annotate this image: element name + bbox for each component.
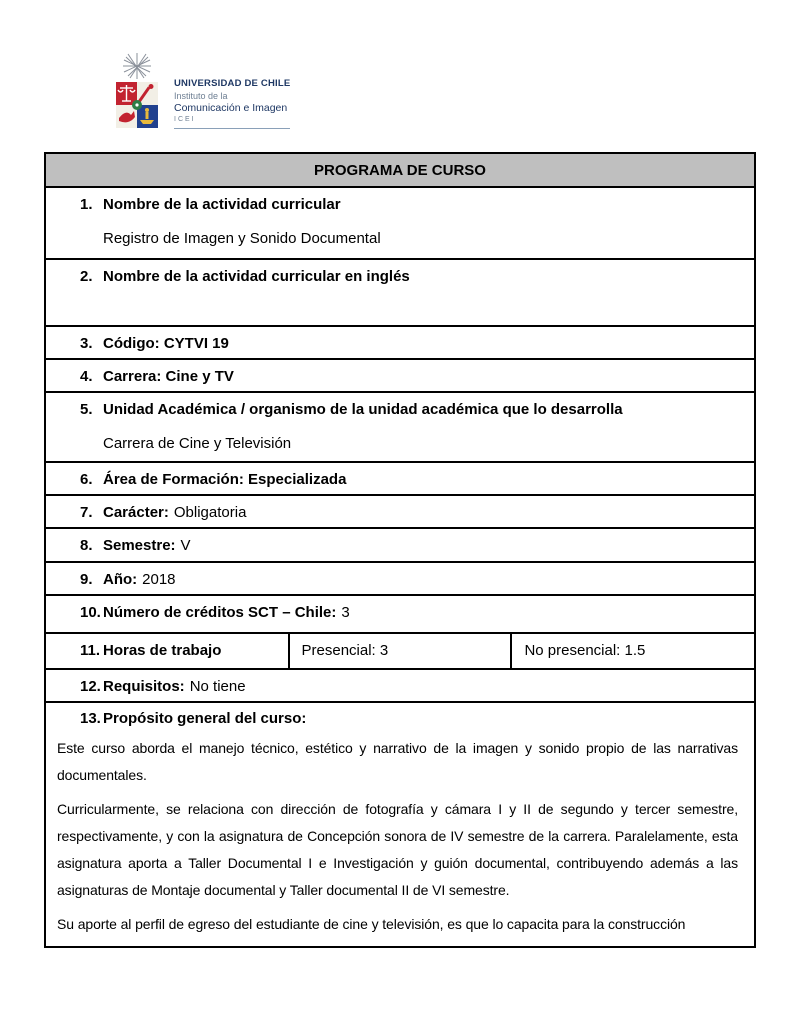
row-horas-trabajo xyxy=(45,633,755,669)
row-value: 3 xyxy=(341,604,350,621)
row-semestre xyxy=(45,528,755,562)
row-number: 7. xyxy=(80,504,93,521)
row-label: Número de créditos SCT – Chile: xyxy=(103,604,337,621)
row-label: Carrera: Cine y TV xyxy=(103,368,234,385)
logo-university-name: UNIVERSIDAD DE CHILE xyxy=(174,78,291,89)
hours-presencial-cell: Presencial: 3 xyxy=(289,633,512,669)
row-label: Horas de trabajo xyxy=(103,642,222,659)
hours-no-presencial-cell: No presencial: 1.5 xyxy=(511,633,755,669)
row-carrera xyxy=(45,359,755,392)
row-label: Carácter: xyxy=(103,504,169,521)
row-number: 4. xyxy=(80,368,93,385)
row-number: 1. xyxy=(80,196,93,213)
crest-shield xyxy=(116,82,158,128)
table-header-row xyxy=(45,153,755,187)
row-label: Nombre de la actividad curricular xyxy=(103,196,341,213)
row-label: Nombre de la actividad curricular en inglés xyxy=(103,268,410,285)
row-value: No tiene xyxy=(189,678,246,695)
row-value: Carrera de Cine y Televisión xyxy=(103,435,292,452)
row-number: 3. xyxy=(80,335,93,352)
row-value: Obligatoria xyxy=(173,504,247,521)
logo-institute-line2: Comunicación e Imagen xyxy=(174,102,288,114)
course-program-table xyxy=(44,152,756,948)
purpose-paragraph-3: Su aporte al perfil de egreso del estudiante de cine y televisión, es que lo capacita para la construcción xyxy=(57,916,686,932)
row-creditos xyxy=(45,595,755,633)
row-label: Área de Formación: Especializada xyxy=(103,471,347,488)
purpose-paragraph-2: Curricularmente, se relaciona con dirección de fotografía y cámara I y II de segundo y tercer semestre, respectivamente, y con la asignatura de Concepción sonora de IV semestre de la carrera. Paralelamente, esta asignatura aporta a Taller Documental I e Investigación y guión documental, contribuyendo además a las asignaturas de Montaje documental y Taller documental II de VI semestre. xyxy=(57,801,738,898)
university-logo xyxy=(110,52,290,132)
table-title: PROGRAMA DE CURSO xyxy=(45,153,755,187)
row-number: 8. xyxy=(80,537,93,554)
row-number: 11. xyxy=(80,642,101,659)
row-number: 6. xyxy=(80,471,93,488)
row-nombre-ingles xyxy=(45,259,755,326)
row-label: Requisitos: xyxy=(103,678,185,695)
row-number: 5. xyxy=(80,401,93,418)
row-anio xyxy=(45,562,755,595)
university-crest-icon xyxy=(110,52,164,132)
logo-institute-line1: Instituto de la xyxy=(174,91,228,101)
row-value: Registro de Imagen y Sonido Documental xyxy=(103,230,381,247)
row-value xyxy=(103,301,746,320)
row-label: Año: xyxy=(103,571,138,588)
row-caracter xyxy=(45,495,755,528)
row-number: 10. xyxy=(80,604,101,621)
row-nombre-curricular xyxy=(45,187,755,259)
row-value: V xyxy=(180,537,191,554)
row-label: Semestre: xyxy=(103,537,176,554)
row-label: Unidad Académica / organismo de la unidad académica que lo desarrolla xyxy=(103,401,623,418)
logo-text xyxy=(174,78,290,129)
logo-acronym: ICEI xyxy=(174,116,196,123)
row-codigo xyxy=(45,326,755,359)
row-requisitos xyxy=(45,669,755,702)
row-number: 12. xyxy=(80,678,101,695)
row-proposito xyxy=(45,702,755,947)
row-number: 13. xyxy=(80,710,101,727)
row-label: Código: CYTVI 19 xyxy=(103,335,229,352)
row-value: 2018 xyxy=(142,571,176,588)
row-area-formacion xyxy=(45,462,755,495)
row-unidad-academica xyxy=(45,392,755,462)
purpose-paragraph-1: Este curso aborda el manejo técnico, estético y narrativo de la imagen y sonido propio de las narrativas documentales. xyxy=(57,740,738,783)
row-number: 2. xyxy=(80,268,93,285)
row-number: 9. xyxy=(80,571,93,588)
row-label: Propósito general del curso: xyxy=(103,710,307,727)
crest-starburst xyxy=(123,53,151,79)
